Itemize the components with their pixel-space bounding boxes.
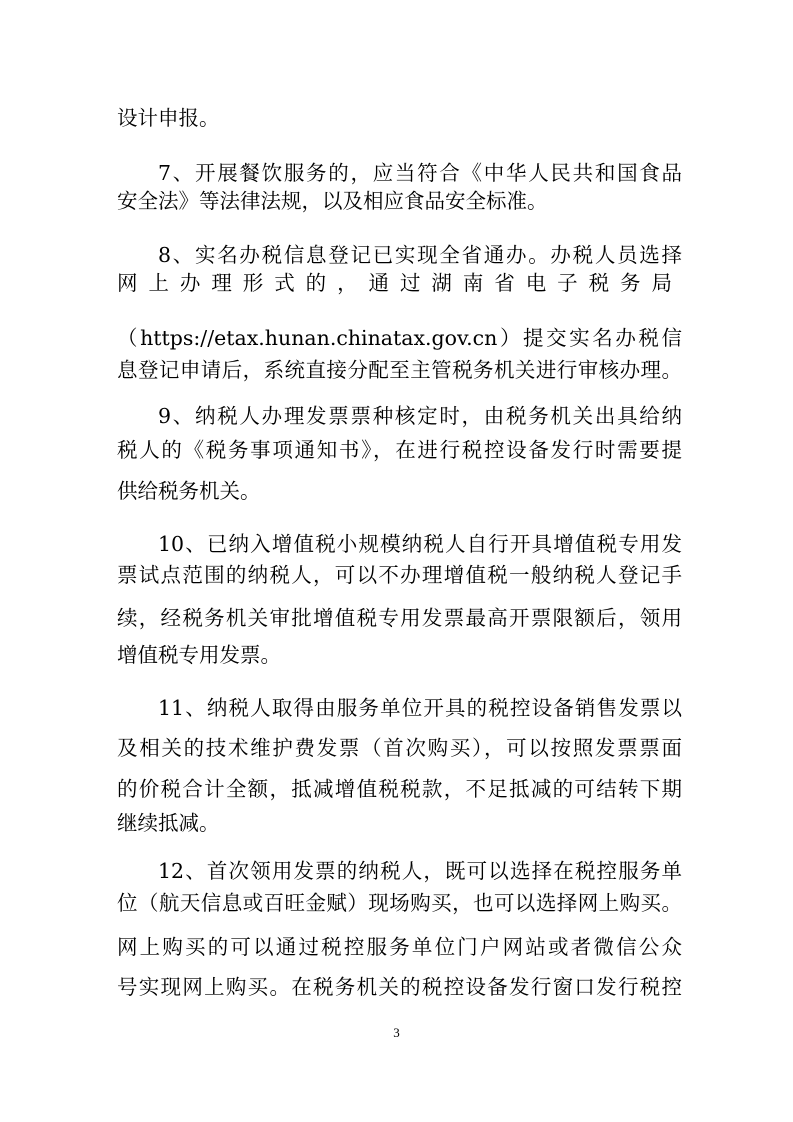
text-line: 网上办理形式的，通过湖南省电子税务局 [117,271,682,295]
paragraph-12-line-1: 12、首次领用发票的纳税人，既可以选择在税控服务单 [158,859,682,883]
paragraph-9-line-1: 9、纳税人办理发票票种核定时，由税务机关出具给纳 [158,404,682,428]
paragraph-10-line-1: 10、已纳入增值税小规模纳税人自行开具增值税专用发 [158,532,682,556]
text-line: 供给税务机关。 [117,479,261,503]
paragraph-11-line-1: 11、纳税人取得由服务单位开具的税控设备销售发票以 [158,696,682,720]
text-line: 票试点范围的纳税人，可以不办理增值税一般纳税人登记手 [117,563,682,587]
text-line: 息登记申请后，系统直接分配至主管税务机关进行审核办理。 [117,358,682,382]
text-line: 的价税合计全额，抵减增值税税款，不足抵减的可结转下期 [117,777,682,801]
paragraph-8-line-1: 8、实名办税信息登记已实现全省通办。办税人员选择 [158,243,682,267]
page-number: 3 [393,1025,400,1040]
text-line: 续，经税务机关审批增值税专用发票最高开票限额后，领用 [117,606,682,630]
text-line: 位（航天信息或百旺金赋）现场购买，也可以选择网上购买。 [117,891,682,915]
text-line: 税人的《税务事项通知书》，在进行税控设备发行时需要提 [117,438,682,462]
text-line: 号实现网上购买。在税务机关的税控设备发行窗口发行税控 [117,975,682,999]
text-line-url: （https://etax.hunan.chinatax.gov.cn）提交实名办税信 [117,326,682,350]
text-line: 设计申报。 [117,106,220,130]
text-line: 增值税专用发票。 [117,643,281,667]
text-line: 网上购买的可以通过税控服务单位门户网站或者微信公众 [117,935,682,959]
text-line: 安全法》等法律法规，以及相应食品安全标准。 [117,189,548,213]
paragraph-7-line-1: 7、开展餐饮服务的，应当符合《中华人民共和国食品 [158,161,682,185]
text-line: 继续抵减。 [117,811,220,835]
text-line: 及相关的技术维护费发票（首次购买），可以按照发票票面 [117,736,682,760]
